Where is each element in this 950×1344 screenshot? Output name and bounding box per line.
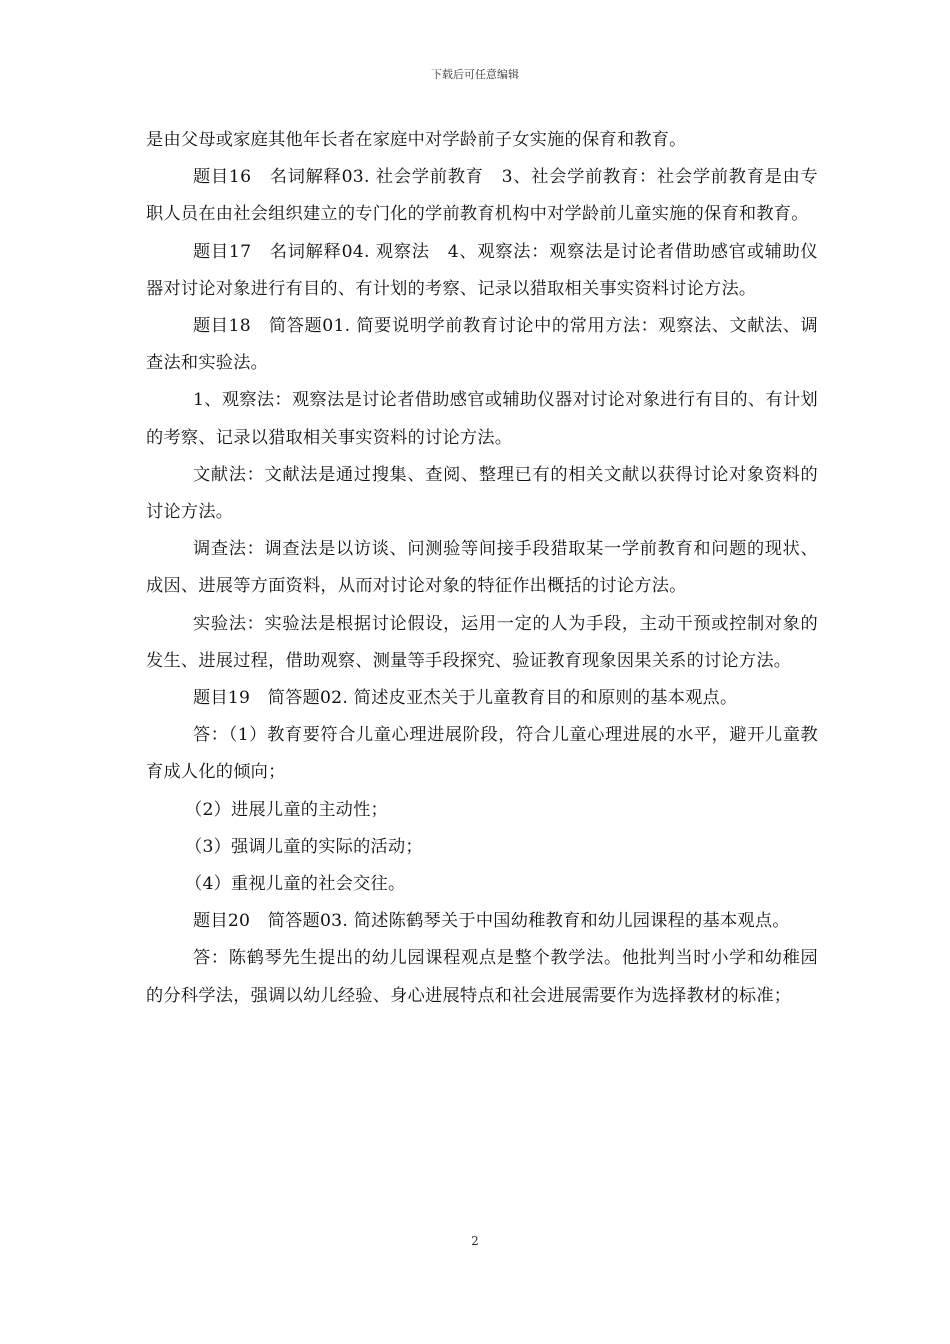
paragraph-13: （4）重视儿童的社会交往。 bbox=[185, 874, 406, 895]
paragraph-2: 题目16 名词解释03. 社会学前教育 3、社会学前教育：社会学前教育是由专职人员在由社会组织建立的专门化的学前教育机构中对学龄前儿童实施的保育和教育。 bbox=[146, 167, 818, 225]
page-number: 2 bbox=[471, 1234, 479, 1248]
document-body bbox=[146, 122, 818, 1015]
paragraph-12: （3）强调儿童的实际的活动； bbox=[185, 836, 423, 857]
paragraph-10: 答：（1）教育要符合儿童心理进展阶段，符合儿童心理进展的水平，避开儿童教育成人化的倾向； bbox=[146, 725, 818, 783]
paragraph-11: （2）进展儿童的主动性； bbox=[185, 799, 388, 820]
paragraph-4: 题目18 简答题01. 简要说明学前教育讨论中的常用方法：观察法、文献法、调查法和实验法。 bbox=[146, 316, 818, 374]
paragraph-15: 答：陈鹤琴先生提出的幼儿园课程观点是整个教学法。他批判当时小学和幼稚园的分科学法，强调以幼儿经验、身心进展特点和社会进展需要作为选择教材的标准； bbox=[146, 948, 818, 1006]
page-header: 下载后可任意编辑 bbox=[431, 68, 519, 81]
paragraph-14: 题目20 简答题03. 简述陈鹤琴关于中国幼稚教育和幼儿园课程的基本观点。 bbox=[193, 911, 790, 932]
paragraph-9: 题目19 简答题02. 简述皮亚杰关于儿童教育目的和原则的基本观点。 bbox=[193, 688, 738, 709]
paragraph-5: 1、观察法：观察法是讨论者借助感官或辅助仪器对讨论对象进行有目的、有计划的考察、记录以猎取相关事实资料的讨论方法。 bbox=[146, 390, 818, 448]
paragraph-3: 题目17 名词解释04. 观察法 4、观察法：观察法是讨论者借助感官或辅助仪器对讨论对象进行有目的、有计划的考察、记录以猎取相关事实资料讨论方法。 bbox=[146, 241, 818, 299]
paragraph-6: 文献法：文献法是通过搜集、查阅、整理已有的相关文献以获得讨论对象资料的讨论方法。 bbox=[146, 464, 818, 523]
paragraph-1: 是由父母或家庭其他年长者在家庭中对学龄前子女实施的保育和教育。 bbox=[146, 130, 687, 150]
paragraph-7: 调查法：调查法是以访谈、问测验等间接手段猎取某一学前教育和问题的现状、成因、进展等方面资料，从而对讨论对象的特征作出概括的讨论方法。 bbox=[146, 539, 818, 597]
paragraph-8: 实验法：实验法是根据讨论假设，运用一定的人为手段，主动干预或控制对象的发生、进展过程，借助观察、测量等手段探究、验证教育现象因果关系的讨论方法。 bbox=[146, 613, 818, 671]
